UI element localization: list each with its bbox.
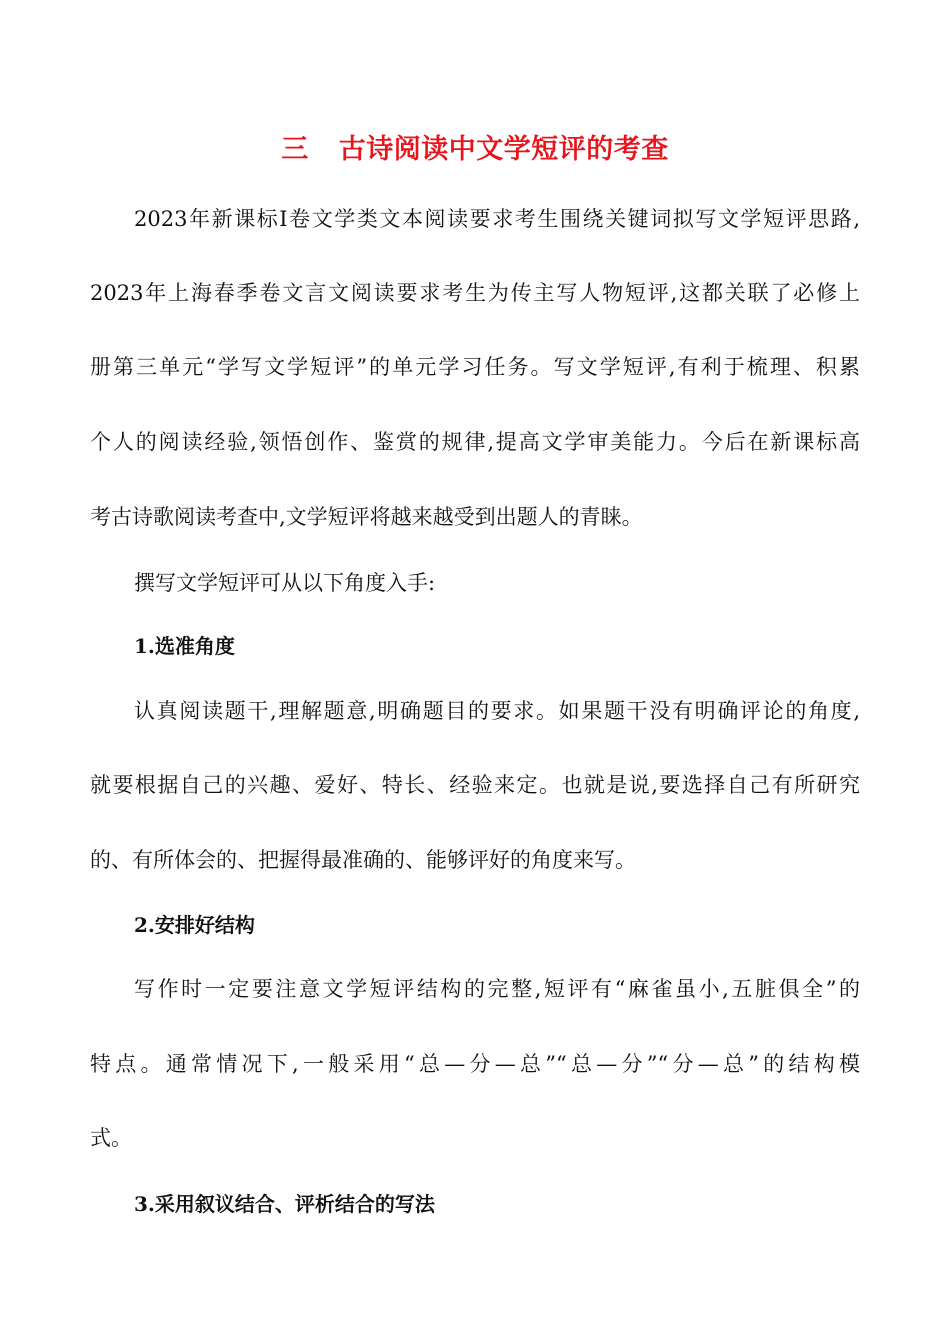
page-title (0, 128, 950, 172)
section-2-line-1: 写作时一定要注意文学短评结构的完整,短评有“麻雀虽小,五脏俱全”的 (134, 977, 860, 1001)
intro-line-1: 2023年新课标Ⅰ卷文学类文本阅读要求考生围绕关键词拟写文学短评思路, (134, 207, 860, 231)
title-number: 三 (281, 134, 309, 165)
intro-line-4: 个人的阅读经验,领悟创作、鉴赏的规律,提高文学审美能力。今后在新课标高 (90, 430, 860, 454)
intro-line-5: 考古诗歌阅读考查中,文学短评将越来越受到出题人的青睐。 (90, 505, 643, 529)
section-1-line-2: 就要根据自己的兴趣、爱好、特长、经验来定。也就是说,要选择自己有所研究 (90, 773, 860, 797)
section-2-line-2: 特点。通常情况下,一般采用“总—分—总”“总—分”“分—总”的结构模 (90, 1052, 860, 1076)
title-text: 古诗阅读中文学短评的考查 (338, 134, 669, 165)
intro-line-3: 册第三单元“学写文学短评”的单元学习任务。写文学短评,有利于梳理、积累 (90, 355, 860, 379)
section-heading-3: 3.采用叙议结合、评析结合的写法 (134, 1192, 435, 1216)
section-heading-1: 1.选准角度 (134, 634, 235, 658)
lead-sentence: 撰写文学短评可从以下角度入手: (134, 571, 436, 595)
intro-line-2: 2023年上海春季卷文言文阅读要求考生为传主写人物短评,这都关联了必修上 (90, 281, 860, 305)
section-2-line-3: 式。 (90, 1126, 132, 1150)
section-1-line-3: 的、有所体会的、把握得最准确的、能够评好的角度来写。 (90, 848, 636, 872)
section-1-line-1: 认真阅读题干,理解题意,明确题目的要求。如果题干没有明确评论的角度, (134, 699, 860, 723)
section-heading-2: 2.安排好结构 (134, 913, 255, 937)
